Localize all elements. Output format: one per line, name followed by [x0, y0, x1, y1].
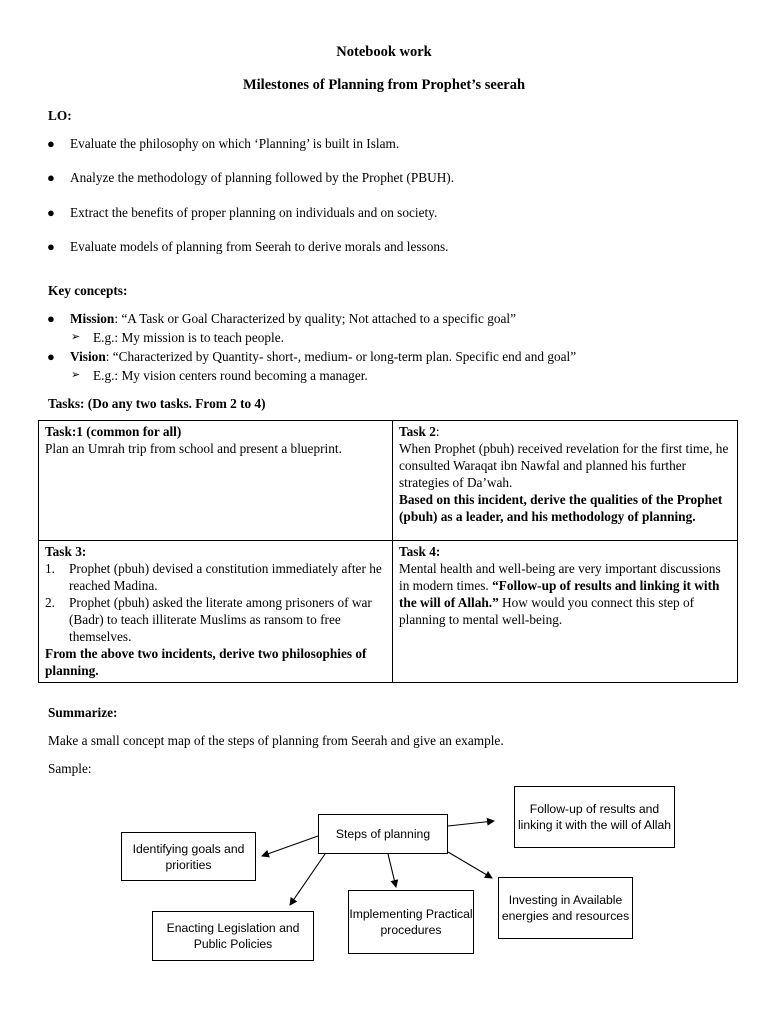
summarize-instruction: Make a small concept map of the steps of planning from Seerah and give an example.	[48, 733, 504, 748]
summarize-heading: Summarize:	[48, 705, 118, 720]
concept-center-box: Steps of planning	[318, 814, 448, 854]
bullet-icon: ●	[47, 136, 55, 151]
task3-item-1-number: 1.	[45, 561, 55, 576]
task3-item-1-text: Prophet (pbuh) devised a constitution immediately after he reached Madina.	[69, 561, 382, 593]
arrow-to-investing	[448, 852, 492, 878]
page-title: Notebook work	[336, 44, 432, 60]
mission-example: E.g.: My mission is to teach people.	[93, 330, 284, 345]
task4-text-1: Mental health and well-being are very important discussions in modern times.	[399, 561, 721, 593]
concept-legislation-box: Enacting Legislation and Public Policies	[152, 911, 314, 961]
arrow-to-goals	[262, 836, 318, 856]
task2-instruction: Based on this incident, derive the qualities of the Prophet (pbuh) as a leader, and his methodology of planning.	[399, 492, 723, 524]
concept-followup-box: Follow-up of results and linking it with the will of Allah	[514, 786, 675, 848]
sample-label: Sample:	[48, 761, 92, 776]
concept-implementing-box: Implementing Practical procedures	[348, 890, 474, 954]
key-concepts-heading: Key concepts:	[48, 283, 128, 298]
task3-title: Task 3:	[45, 544, 87, 559]
bullet-icon: ●	[47, 170, 55, 185]
lo-item: Evaluate the philosophy on which ‘Planning’ is built in Islam.	[70, 136, 400, 151]
page-subtitle: Milestones of Planning from Prophet’s seerah	[242, 77, 526, 93]
lo-item: Analyze the methodology of planning followed by the Prophet (PBUH).	[70, 170, 455, 185]
arrow-bullet-icon: ➢	[71, 369, 81, 381]
bullet-icon: ●	[47, 311, 55, 326]
task4-title: Task 4:	[399, 544, 441, 559]
arrow-to-legislation	[290, 854, 325, 905]
bullet-icon: ●	[47, 239, 55, 254]
mission-text: : “A Task or Goal Characterized by quality; Not attached to a specific goal”	[114, 311, 516, 326]
task2-colon: :	[435, 424, 440, 439]
task1-title: Task:1 (common for all)	[45, 424, 182, 439]
task2-title: Task 2	[399, 424, 436, 439]
bullet-icon: ●	[47, 205, 55, 220]
concept-investing-box: Investing in Available energies and resources	[498, 877, 633, 939]
tasks-heading: Tasks: (Do any two tasks. From 2 to 4)	[48, 396, 266, 411]
lo-item: Extract the benefits of proper planning on individuals and on society.	[70, 205, 438, 220]
lo-heading: LO:	[48, 108, 72, 123]
task3-item-2-text: Prophet (pbuh) asked the literate among prisoners of war (Badr) to teach illiterate Muslims as ransom to free themselves.	[69, 595, 372, 644]
bullet-icon: ●	[47, 349, 55, 364]
task3-instruction: From the above two incidents, derive two philosophies of planning.	[45, 646, 367, 678]
concept-goals-box: Identifying goals and priorities	[121, 832, 256, 881]
mission-term: Mission	[70, 311, 115, 326]
task4-quote: “Follow-up of results and linking it with the will of Allah.”	[399, 578, 720, 610]
task1-text: Plan an Umrah trip from school and present a blueprint.	[45, 441, 342, 456]
vision-text: : “Characterized by Quantity- short-, medium- or long-term plan. Specific end and goal”	[105, 349, 577, 364]
arrow-bullet-icon: ➢	[71, 331, 81, 343]
task2-text: When Prophet (pbuh) received revelation for the first time, he consulted Waraqat ibn Nawfal and planned his further strategies of Da’wah.	[399, 441, 729, 490]
vision-term: Vision	[70, 349, 106, 364]
arrow-to-implementing	[388, 854, 396, 887]
task4-text-2: How would you connect this step of planning to mental well-being.	[399, 595, 695, 627]
task3-item-2-number: 2.	[45, 595, 55, 610]
vision-example: E.g.: My vision centers round becoming a manager.	[93, 368, 368, 383]
lo-item: Evaluate models of planning from Seerah to derive morals and lessons.	[70, 239, 449, 254]
arrow-to-followup	[448, 821, 494, 826]
